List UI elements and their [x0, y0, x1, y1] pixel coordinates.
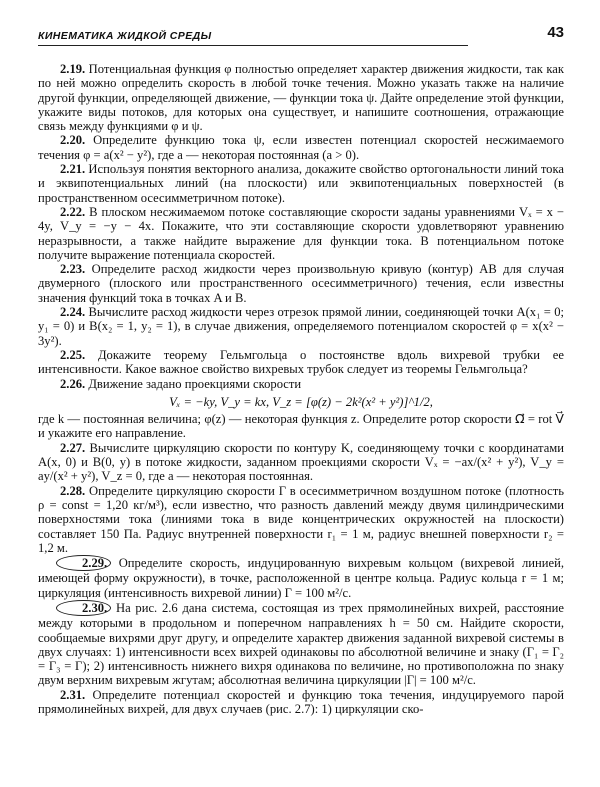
- problem-number: 2.23.: [60, 262, 86, 277]
- problem-text: На рис. 2.6 дана система, состоящая из трех прямолинейных вихрей, расстояние между которыми в продольном и поперечном направлениях h = 50 см. Найдите скорости, сообщаемые вихрями друг другу, и определите характер движения заданной вихревой системы в двух случаях: 1) интенсивности всех вихрей одинаковы по абсолютной величине и знаку (Γ₁ = Γ₂ = Γ₃ = Γ); 2) интенсивность нижнего вихря одинакова по величине, но противоположна по знаку двум верхним вихревым жгутам; абсолютная величина циркуляции |Γ| = 100 м²/с.: [38, 600, 564, 688]
- problem-2-26-continuation: где k — постоянная величина; φ(z) — некоторая функция z. Определите ротор скорости Ω⃗ = rot V⃗ и укажите его направление.: [38, 412, 564, 441]
- problem-number: 2.19.: [60, 62, 86, 76]
- problem-number-circled: 2.29.: [56, 555, 111, 571]
- problem-text: Вычислите циркуляцию скорости по контуру K, соединяющему точки с координатами A(x, 0) и B(0, y) в потоке жидкости, заданном проекциями скорости Vₓ = −ax/(x² + y²), V_y = ay/(x² + y²), V_z = 0, где a — некоторая постоянная.: [38, 440, 564, 484]
- problem-2-22: [38, 205, 564, 262]
- problem-number: 2.21.: [60, 162, 86, 177]
- problem-text: Потенциальная функция φ полностью определяет характер движения жидкости, так как по ней можно определить скорость в любой точке течения. Можно указать также на наличие другой функции, определяющей движение, — функции тока ψ. Дайте определение этой функции, укажите виды потоков, для которых она существует, и напишите соотношения, отражающие связь между функциями φ и ψ.: [38, 62, 564, 134]
- problem-number: 2.24.: [60, 305, 86, 320]
- problem-text: Докажите теорему Гельмгольца о постоянстве вдоль вихревой трубки ее интенсивности. Какое важное свойство вихревых трубок следует из теоремы Гельмгольца?: [38, 347, 564, 377]
- problem-2-21: [38, 162, 564, 205]
- problem-number: 2.26.: [60, 376, 86, 391]
- problem-number: 2.25.: [60, 347, 86, 362]
- problem-number-circled: 2.30.: [56, 600, 111, 616]
- problem-text: Определите потенциал скоростей и функцию тока течения, индуцируемого парой прямолинейных вихрей, для двух случаев (рис. 2.7): 1) циркуляции ско-: [38, 687, 564, 717]
- formula-2-26: Vₓ = −ky, V_y = kx, V_z = [φ(z) − 2k²(x² + y²)]^1/2,: [169, 394, 433, 409]
- problem-text: Определите циркуляцию скорости Γ в осесимметричном воздушном потоке (плотность ρ = const = 1,20 кг/м³), если известно, что разность давлений между двумя цилиндрическими поверхностями тока (линиями тока в виде концентрических окружностей на плоскости) составляет 150 Па. Радиус внутренней поверхности r₁ = 1 м, радиус внешней поверхности r₂ = 1,2 м.: [38, 483, 564, 555]
- page-body: [38, 62, 564, 716]
- problem-2-20: [38, 133, 564, 162]
- problem-2-31: [38, 688, 564, 717]
- problem-text: Определите скорость, индуцированную вихревым кольцом (вихревой линией, имеющей форму окружности), в точке, расположенной в центре кольца. Радиус кольца r = 1 м; циркуляция (интенсивность вихревой линии) Γ = 100 м²/с.: [38, 556, 564, 600]
- problem-text: Вычислите расход жидкости через отрезок прямой линии, соединяющей точки A(x₁ = 0; y₁ = 0) и B(x₂ = 1, y₂ = 1), в случае движения, определяемого потенциалом скоростей φ = x(x² − 3y²).: [38, 305, 564, 348]
- problem-2-28: [38, 484, 564, 555]
- problem-2-19: [38, 62, 564, 133]
- problem-2-29: [38, 555, 564, 600]
- problem-2-27: [38, 441, 564, 484]
- problem-number: 2.28.: [60, 483, 86, 498]
- problem-2-24: [38, 305, 564, 348]
- problem-number: 2.27.: [60, 440, 86, 455]
- problem-text: В плоском несжимаемом потоке составляющие скорости заданы уравнениями Vₓ = x − 4y, V_y = −y − 4x. Покажите, что эти составляющие скорости удовлетворяют уравнению неразрывности, а также найдите выражение для функции тока. В потенциальном потоке получите выражение потенциала скоростей.: [38, 204, 564, 262]
- header-rule: [38, 45, 468, 46]
- page-header: [38, 24, 564, 48]
- problem-2-26: [38, 377, 564, 391]
- running-title: КИНЕМАТИКА ЖИДКОЙ СРЕДЫ: [38, 30, 212, 42]
- problem-number: 2.31.: [60, 687, 86, 702]
- problem-text: Используя понятия векторного анализа, докажите свойство ортогональности линий тока и эквипотенциальных линий (на плоскости) или эквипотенциальных поверхностей (в пространственном осесимметричном потоке).: [38, 162, 564, 205]
- page-number: 43: [547, 24, 564, 41]
- problem-text: Определите функцию тока ψ, если известен потенциал скоростей несжимаемого течения φ = a(x² − y²), где a — некоторая постоянная (a > 0).: [38, 133, 565, 162]
- problem-2-30: [38, 600, 564, 688]
- problem-2-23: [38, 262, 564, 305]
- problem-number: 2.20.: [60, 133, 86, 148]
- problem-number: 2.22.: [60, 204, 86, 219]
- problem-text: Определите расход жидкости через произвольную кривую (контур) AB для случая двумерного (плоского или пространственного осесимметричного) течения, если известны значения функций тока в точках A и B.: [38, 262, 564, 305]
- problem-2-25: [38, 348, 564, 377]
- problem-text: Движение задано проекциями скорости: [88, 376, 302, 391]
